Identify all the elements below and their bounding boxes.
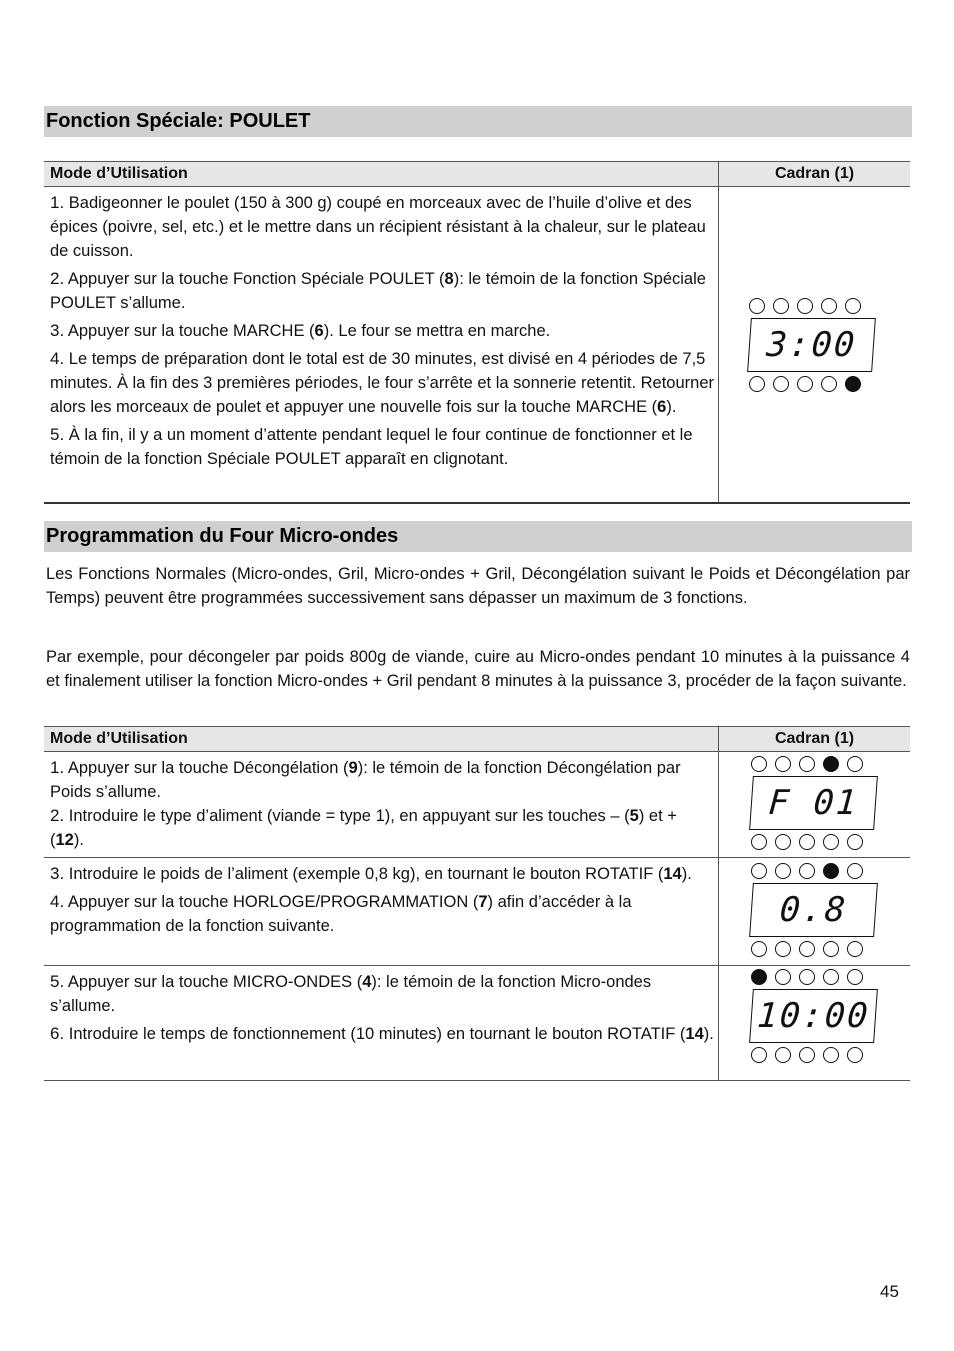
indicator-light-off <box>799 1047 815 1063</box>
indicator-light-off <box>751 834 767 850</box>
step-4: 4. Le temps de préparation dont le total est de 30 minutes, est divisé en 4 périodes de 7,5 minutes. À la fin des 3 premières périodes, le four s’arrête et la sonnerie retentit. Retourner alors les morceaux de poulet et appuyer une nouvelle fois sur la touche MARCHE (6). <box>50 349 714 416</box>
indicator-lights-top <box>751 969 876 985</box>
indicator-light-off <box>775 1047 791 1063</box>
indicator-lights-top <box>751 756 876 772</box>
indicator-light-off <box>797 376 813 392</box>
oven-display <box>751 969 876 1063</box>
indicator-light-off <box>847 756 863 772</box>
indicator-light-off <box>775 969 791 985</box>
indicator-light-on <box>823 756 839 772</box>
indicator-light-off <box>751 756 767 772</box>
step-4: 4. Appuyer sur la touche HORLOGE/PROGRAMMATION (7) afin d’accéder à la programmation de la fonction suivante. <box>50 892 632 935</box>
programmation-table <box>44 726 910 1081</box>
step-2: 2. Introduire le type d’aliment (viande = type 1), en appuyant sur les touches – (5) et + (12). <box>50 806 677 849</box>
table-row <box>44 187 910 504</box>
instructions-cell <box>44 187 718 502</box>
indicator-lights-bottom <box>751 941 876 957</box>
indicator-light-on <box>845 376 861 392</box>
oven-display <box>751 863 876 957</box>
col-header-mode: Mode d’Utilisation <box>50 730 188 747</box>
indicator-light-off <box>799 941 815 957</box>
lcd-screen: 10:00 <box>749 989 878 1043</box>
col-header-display: Cadran (1) <box>718 162 910 186</box>
indicator-light-off <box>751 863 767 879</box>
step-2: 2. Appuyer sur la touche Fonction Spéciale POULET (8): le témoin de la fonction Spéciale POULET s’allume. <box>50 269 706 312</box>
indicator-light-off <box>821 376 837 392</box>
display-cell <box>718 966 910 1080</box>
table-row <box>44 752 910 858</box>
step-6: 6. Introduire le temps de fonctionnement (10 minutes) en tournant le bouton ROTATIF (14). <box>50 1024 714 1043</box>
indicator-light-off <box>799 863 815 879</box>
page-number: 45 <box>880 1282 899 1301</box>
indicator-light-off <box>847 834 863 850</box>
display-cell <box>718 187 910 502</box>
table-header <box>44 726 910 752</box>
indicator-light-off <box>773 376 789 392</box>
indicator-lights-top <box>749 298 874 314</box>
step-3: 3. Introduire le poids de l’aliment (exemple 0,8 kg), en tournant le bouton ROTATIF (14). <box>50 864 692 883</box>
col-header-mode: Mode d’Utilisation <box>50 165 188 182</box>
indicator-light-off <box>823 1047 839 1063</box>
indicator-light-on <box>751 969 767 985</box>
lcd-screen: F 01 <box>749 776 878 830</box>
lcd-screen: 3:00 <box>747 318 876 372</box>
indicator-light-off <box>799 756 815 772</box>
step-5: 5. Appuyer sur la touche MICRO-ONDES (4): le témoin de la fonction Micro-ondes s’allume. <box>50 972 652 1015</box>
indicator-light-off <box>775 756 791 772</box>
display-cell <box>718 858 910 965</box>
table-row <box>44 858 910 966</box>
indicator-light-off <box>823 941 839 957</box>
oven-display <box>749 298 874 392</box>
indicator-light-off <box>823 834 839 850</box>
indicator-light-off <box>775 834 791 850</box>
step-3: 3. Appuyer sur la touche MARCHE (6). Le four se mettra en marche. <box>50 321 551 340</box>
indicator-lights-bottom <box>749 376 874 392</box>
indicator-lights-bottom <box>751 834 876 850</box>
indicator-light-off <box>751 1047 767 1063</box>
indicator-light-off <box>773 298 789 314</box>
oven-display <box>751 756 876 850</box>
section-title-programmation: Programmation du Four Micro-ondes <box>44 521 912 552</box>
indicator-light-off <box>749 376 765 392</box>
indicator-light-off <box>749 298 765 314</box>
indicator-light-off <box>847 969 863 985</box>
indicator-light-off <box>799 969 815 985</box>
indicator-light-off <box>847 1047 863 1063</box>
lcd-screen: 0.8 <box>749 883 878 937</box>
indicator-light-off <box>847 863 863 879</box>
indicator-light-off <box>797 298 813 314</box>
step-1: 1. Appuyer sur la touche Décongélation (9): le témoin de la fonction Décongélation par Poids s’allume. <box>50 758 681 801</box>
intro-paragraph-1: Les Fonctions Normales (Micro-ondes, Gril, Micro-ondes + Gril, Décongélation suivant le Poids et Décongélation par Temps) peuvent être programmées successivement sans dépasser un maximum de 3 fonctions. <box>46 565 910 607</box>
indicator-light-off <box>845 298 861 314</box>
table-row <box>44 966 910 1081</box>
instructions-cell <box>44 966 718 1080</box>
col-header-display: Cadran (1) <box>718 727 910 751</box>
indicator-light-off <box>847 941 863 957</box>
indicator-light-on <box>823 863 839 879</box>
indicator-light-off <box>821 298 837 314</box>
indicator-light-off <box>799 834 815 850</box>
step-1: 1. Badigeonner le poulet (150 à 300 g) coupé en morceaux avec de l’huile d’olive et des épices (poivre, sel, etc.) et le mettre dans un récipient résistant à la chaleur, sur le plateau de cuisson. <box>50 193 706 260</box>
indicator-light-off <box>775 863 791 879</box>
table-header <box>44 161 910 187</box>
indicator-light-off <box>823 969 839 985</box>
indicator-light-off <box>751 941 767 957</box>
instructions-cell <box>44 752 718 857</box>
indicator-lights-top <box>751 863 876 879</box>
indicator-light-off <box>775 941 791 957</box>
poulet-table <box>44 161 910 504</box>
instructions-cell <box>44 858 718 965</box>
display-cell <box>718 752 910 857</box>
indicator-lights-bottom <box>751 1047 876 1063</box>
intro-paragraph-2: Par exemple, pour décongeler par poids 800g de viande, cuire au Micro-ondes pendant 10 minutes à la puissance 4 et finalement utiliser la fonction Micro-ondes + Gril pendant 8 minutes à la puissance 3, procéder de la façon suivante. <box>46 648 910 690</box>
step-5: 5. À la fin, il y a un moment d’attente pendant lequel le four continue de fonctionner et le témoin de la fonction Spéciale POULET apparaît en clignotant. <box>50 425 693 468</box>
section-title-poulet: Fonction Spéciale: POULET <box>44 106 912 137</box>
